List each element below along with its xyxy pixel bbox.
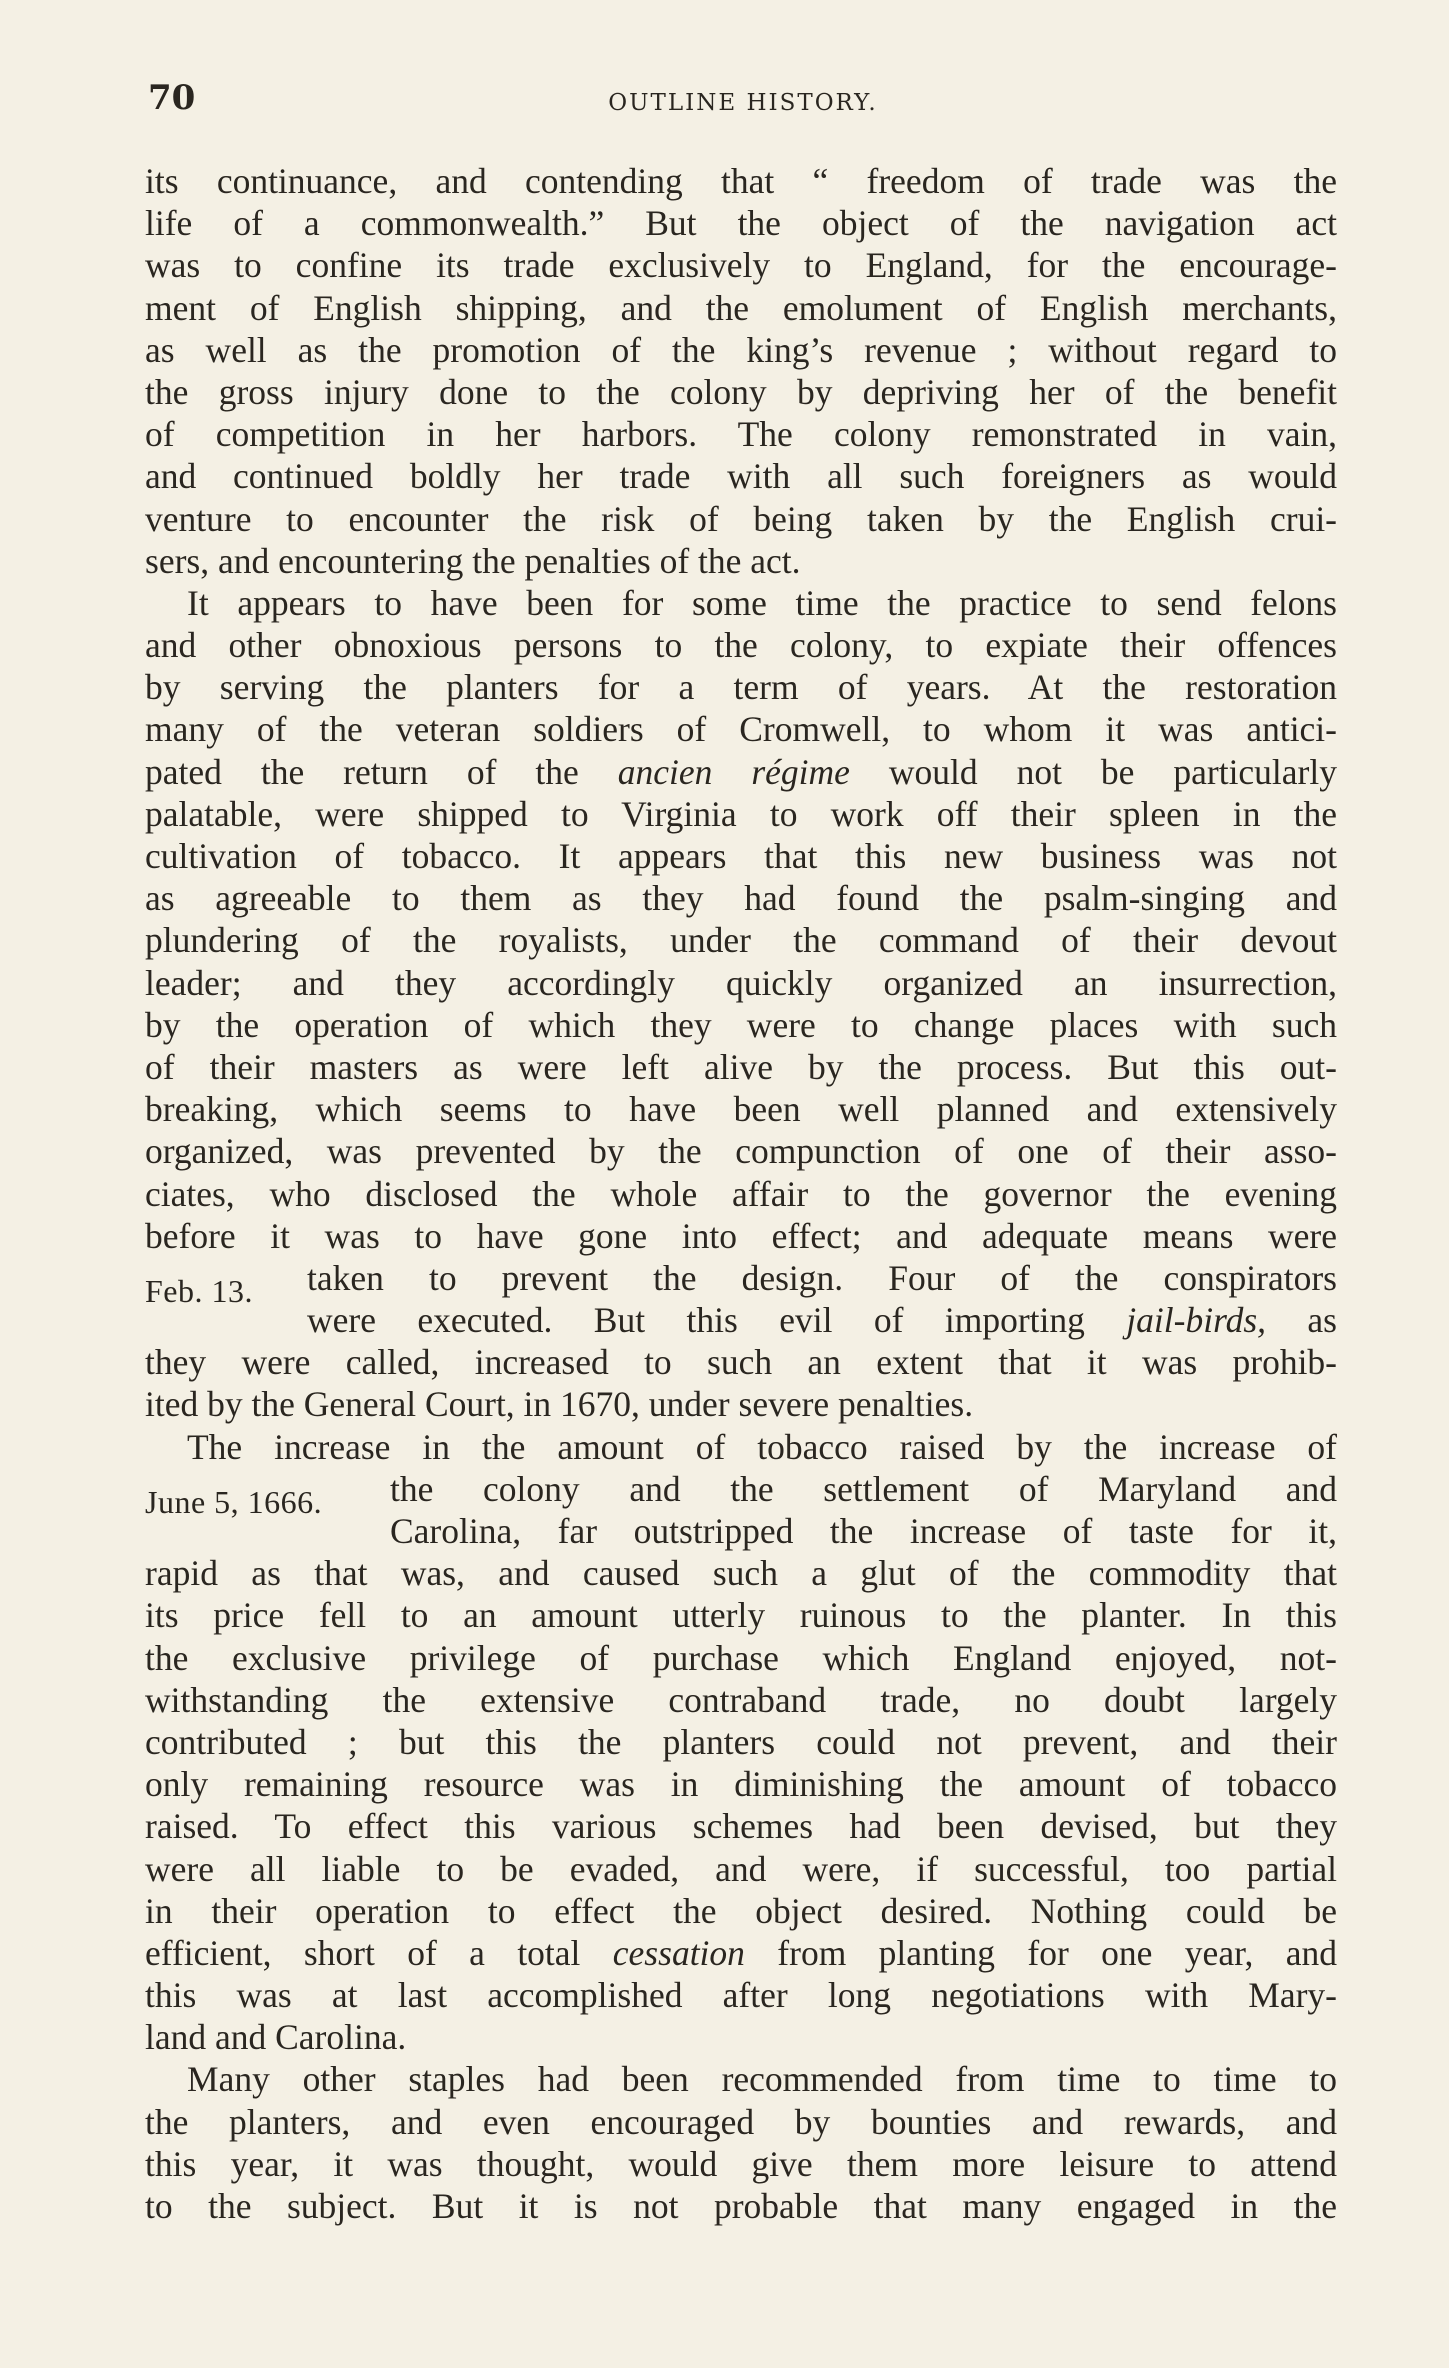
text-line: sers, and encountering the penalties of the act. [145,540,801,581]
text-line: leader; and they accordingly quickly organized an insurrection, [145,962,1337,1003]
italic-phrase: jail-birds, [1126,1300,1267,1341]
text-segment: were executed. But this evil of importing [307,1300,1127,1341]
text-line: of competition in her harbors. The colony remonstrated in vain, [145,414,1337,455]
text-line: organized, was prevented by the compunction of one of their asso- [145,1131,1337,1172]
text-line [145,751,1337,793]
text-line: plundering of the royalists, under the command of their devout [145,920,1337,961]
text-line: this was at last accomplished after long negotiations with Mary- [145,1975,1337,2016]
text-line: life of a commonwealth.” But the object of the navigation act [145,203,1337,244]
text-segment: efficient, short of a total [145,1932,613,1973]
text-line [145,1257,1337,1309]
text-line: as agreeable to them as they had found the psalm-singing and [145,878,1337,919]
italic-phrase: cessation [612,1932,745,1973]
text-line: ciates, who disclosed the whole affair to the governor the evening [145,1173,1337,1214]
running-title: OUTLINE HISTORY. [608,90,878,116]
text-segment: as [1266,1300,1337,1341]
text-segment: pated the return of the [145,751,618,792]
text-line [145,1468,1337,1520]
body-text [145,160,1337,2227]
text-line: of their masters as were left alive by the process. But this out- [145,1046,1337,1087]
text-segment: from planting for one year, and [744,1932,1337,1973]
text-line: many of the veteran soldiers of Cromwell, to whom it was antici- [145,709,1337,750]
text-line: palatable, were shipped to Virginia to work off their spleen in the [145,793,1337,834]
text-line: its continuance, and contending that “ freedom of trade was the [145,161,1337,201]
text-line: only remaining resource was in diminishing the amount of tobacco [145,1764,1337,1805]
text-line: was to confine its trade exclusively to England, for the encourage- [145,245,1337,286]
italic-phrase: ancien régime [617,751,850,792]
text-line: the planters, and even encouraged by bounties and rewards, and [145,2101,1337,2142]
text-line: and other obnoxious persons to the colony, to expiate their offences [145,625,1337,666]
text-line: before it was to have gone into effect; and adequate means were [145,1215,1337,1256]
text-line: rapid as that was, and caused such a glut of the commodity that [145,1553,1337,1594]
text-line: venture to encounter the risk of being taken by the English crui- [145,498,1337,539]
text-line: its price fell to an amount utterly ruinous to the planter. In this [145,1595,1337,1636]
text-line: ited by the General Court, in 1670, under severe penalties. [145,1384,974,1425]
text-line: breaking, which seems to have been well planned and extensively [145,1089,1337,1130]
text-line: ment of English shipping, and the emolument of English merchants, [145,287,1337,328]
text-line: were all liable to be evaded, and were, if successful, too partial [145,1848,1337,1889]
text-line: the exclusive privilege of purchase which England enjoyed, not- [145,1637,1337,1678]
text-line [145,1932,1337,1974]
text-line: Many other staples had been recommended from time to time to [187,2059,1337,2100]
text-line: as well as the promotion of the king’s revenue ; without regard to [145,329,1337,370]
text-line: contributed ; but this the planters could not prevent, and their [145,1721,1337,1762]
text-line: they were called, increased to such an extent that it was prohib- [145,1342,1337,1383]
text-line: to the subject. But it is not probable that many engaged in the [145,2186,1337,2226]
text-line: Carolina, far outstripped the increase of taste for it, [390,1511,1337,1551]
page-header [148,78,1338,122]
text-line: the gross injury done to the colony by depriving her of the benefit [145,371,1337,412]
text-line: by the operation of which they were to change places with such [145,1004,1337,1045]
text-line: and continued boldly her trade with all such foreigners as would [145,456,1337,497]
text-segment: the colony and the settlement of Maryland and [390,1468,1337,1509]
text-segment: taken to prevent the design. Four of the conspirators [307,1257,1337,1298]
text-line: by serving the planters for a term of years. At the restoration [145,667,1337,708]
text-line: The increase in the amount of tobacco raised by the increase of [187,1426,1337,1467]
text-line: this year, it was thought, would give them more leisure to attend [145,2143,1337,2184]
marginal-date: June 5, 1666. [145,1483,323,1520]
marginal-date: Feb. 13. [145,1272,253,1309]
text-line: cultivation of tobacco. It appears that this new business was not [145,836,1337,876]
text-line: raised. To effect this various schemes had been devised, but they [145,1806,1337,1847]
page-number: 70 [148,78,196,118]
text-line: withstanding the extensive contraband trade, no doubt largely [145,1679,1337,1720]
text-line: It appears to have been for some time the practice to send felons [187,582,1337,623]
text-line [145,1299,1337,1341]
text-line: in their operation to effect the object desired. Nothing could be [145,1890,1337,1931]
text-line: land and Carolina. [145,2017,407,2058]
text-segment: would not be particularly [849,751,1337,792]
